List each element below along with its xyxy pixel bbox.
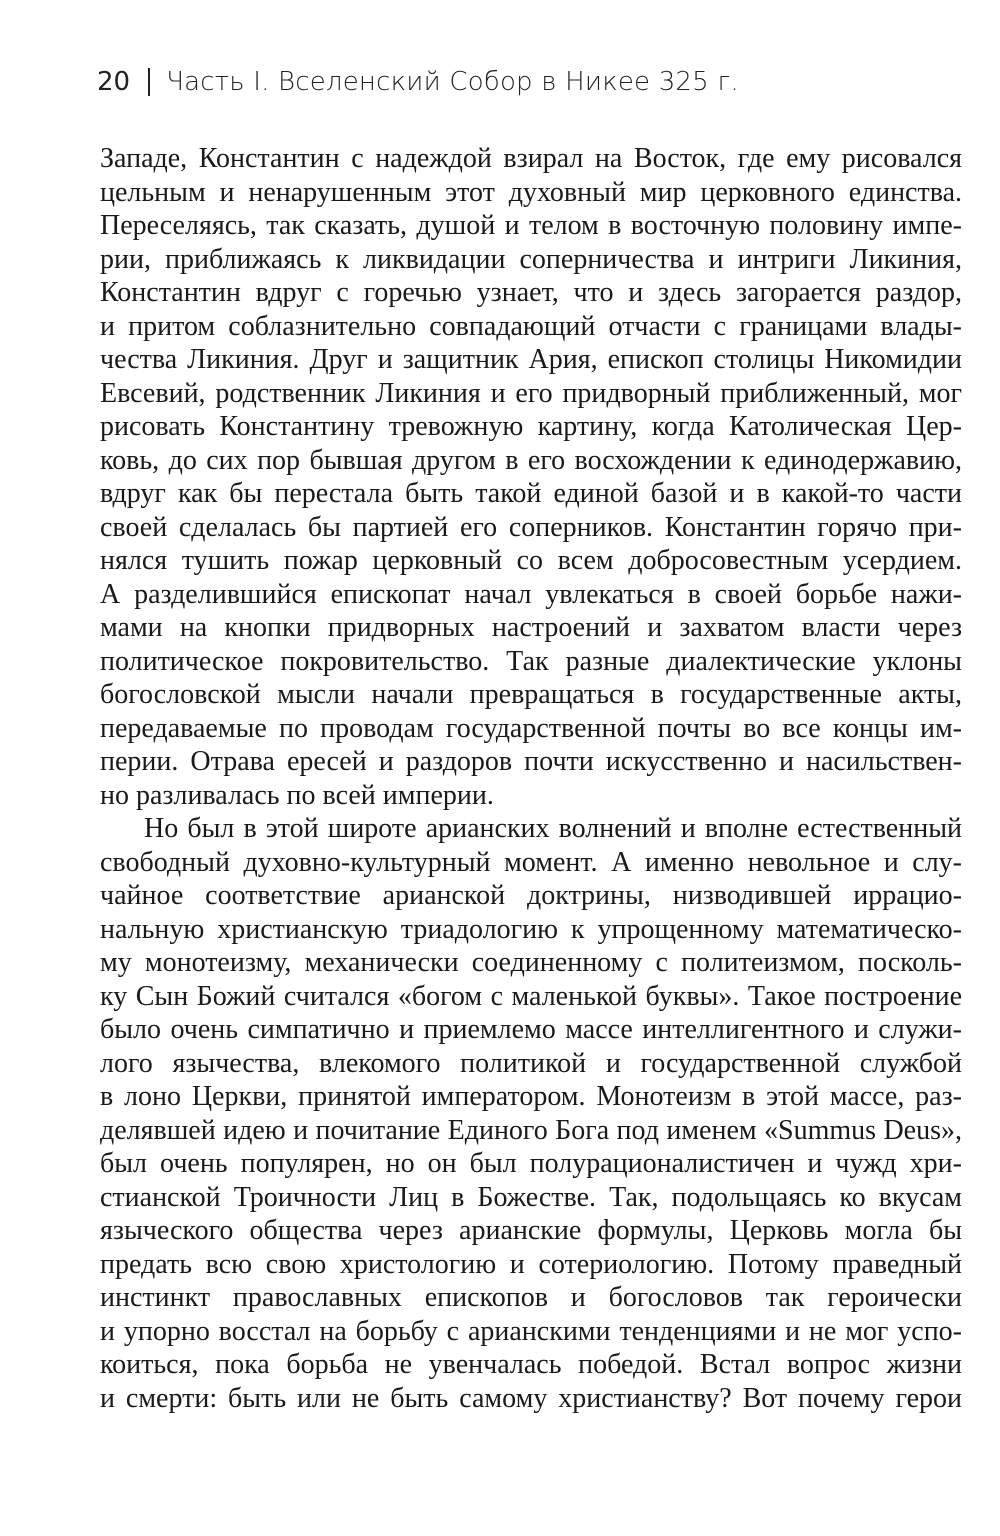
text-line: Евсевий, родственник Ликиния и его придворный приближенный, мог — [100, 377, 962, 409]
text-line: чайное соответствие арианской доктрины, низводившей иррацио- — [100, 880, 962, 911]
text-line: передаваемые по проводам государственной почты во все концы им- — [100, 712, 962, 744]
text-line: А разделившийся епископат начал увлекаться в своей борьбе нажи- — [100, 578, 962, 610]
text-line: богословской мысли начали превращаться в государственные акты, — [100, 679, 962, 710]
text-line: лого язычества, влекомого политикой и государственной службой — [100, 1047, 962, 1079]
text-line: своей сделалась бы партией его соперников. Константин горячо при- — [100, 511, 962, 543]
text-line: свободный духовно-культурный момент. А именно невольное и слу- — [100, 846, 962, 878]
running-head — [97, 62, 739, 102]
text-line: инстинкт православных епископов и богословов так героически — [100, 1282, 962, 1313]
text-line: и притом соблазнительно совпадающий отчасти с границами влады- — [100, 310, 962, 342]
text-line: рии, приближаясь к ликвидации соперничества и интриги Ликиния, — [100, 243, 962, 275]
text-line: но разливалась по всей империи. — [100, 779, 494, 811]
text-line: и смерти: быть или не быть самому христианству? Вот почему герои — [100, 1382, 962, 1414]
text-line: цельным и ненарушенным этот духовный мир церковного единства. — [100, 176, 962, 208]
text-line: Переселяясь, так сказать, душой и телом в восточную половину импе- — [100, 210, 962, 241]
text-line: стианской Троичности Лиц в Божестве. Так, подольщаясь ко вкусам — [100, 1181, 962, 1213]
text-line: Константин вдруг с горечью узнает, что и здесь загорается раздор, — [100, 277, 962, 308]
text-line: Западе, Константин с надеждой взирал на Восток, где ему рисовался — [100, 143, 962, 174]
text-line: нялся тушить пожар церковный со всем добросовестным усердием. — [100, 545, 962, 576]
text-line: рисовать Константину тревожную картину, когда Католическая Цер- — [100, 411, 962, 442]
text-line: и упорно восстал на борьбу с арианскими тенденциями и не мог успо- — [100, 1315, 962, 1347]
text-line: мами на кнопки придворных настроений и захватом власти через — [100, 612, 962, 643]
header-separator — [148, 68, 150, 96]
text-line: политическое покровительство. Так разные диалектические уклоны — [100, 645, 962, 677]
page-number: 20 — [97, 67, 131, 97]
text-line: чества Ликиния. Друг и защитник Ария, епископ столицы Никомидии — [100, 344, 962, 375]
running-head-title: Часть I. Вселенский Собор в Никее 325 г. — [166, 67, 739, 97]
text-line: языческого общества через арианские формулы, Церковь могла бы — [100, 1215, 962, 1246]
text-line: коиться, пока борьба не увенчалась победой. Встал вопрос жизни — [100, 1349, 962, 1380]
text-line: ку Сын Божий считался «богом с маленькой буквы». Такое построение — [100, 980, 962, 1012]
text-line: предать всю свою христологию и сотериологию. Потому праведный — [100, 1248, 962, 1280]
text-line: нальную христианскую триадологию к упрощенному математическо- — [100, 913, 962, 945]
text-line: было очень симпатично и приемлемо массе интеллигентного и служи- — [100, 1014, 962, 1045]
text-line: делявшей идею и почитание Единого Бога под именем «Summus Deus», — [100, 1114, 962, 1146]
text-line: ковь, до сих пор бывшая другом в его восхождении к единодержавию, — [100, 444, 962, 476]
body-text — [100, 142, 962, 1415]
text-line: был очень популярен, но он был полурационалистичен и чужд хри- — [100, 1148, 962, 1179]
text-line: перии. Отрава ересей и раздоров почти искусственно и насильствен- — [100, 746, 962, 777]
text-line: му монотеизму, механически соединенному с политеизмом, посколь- — [100, 947, 962, 978]
text-line: в лоно Церкви, принятой императором. Монотеизм в этой массе, раз- — [100, 1081, 962, 1112]
text-line: вдруг как бы перестала быть такой единой базой и в какой-то части — [100, 478, 962, 509]
text-line: Но был в этой широте арианских волнений и вполне естественный — [144, 813, 962, 844]
